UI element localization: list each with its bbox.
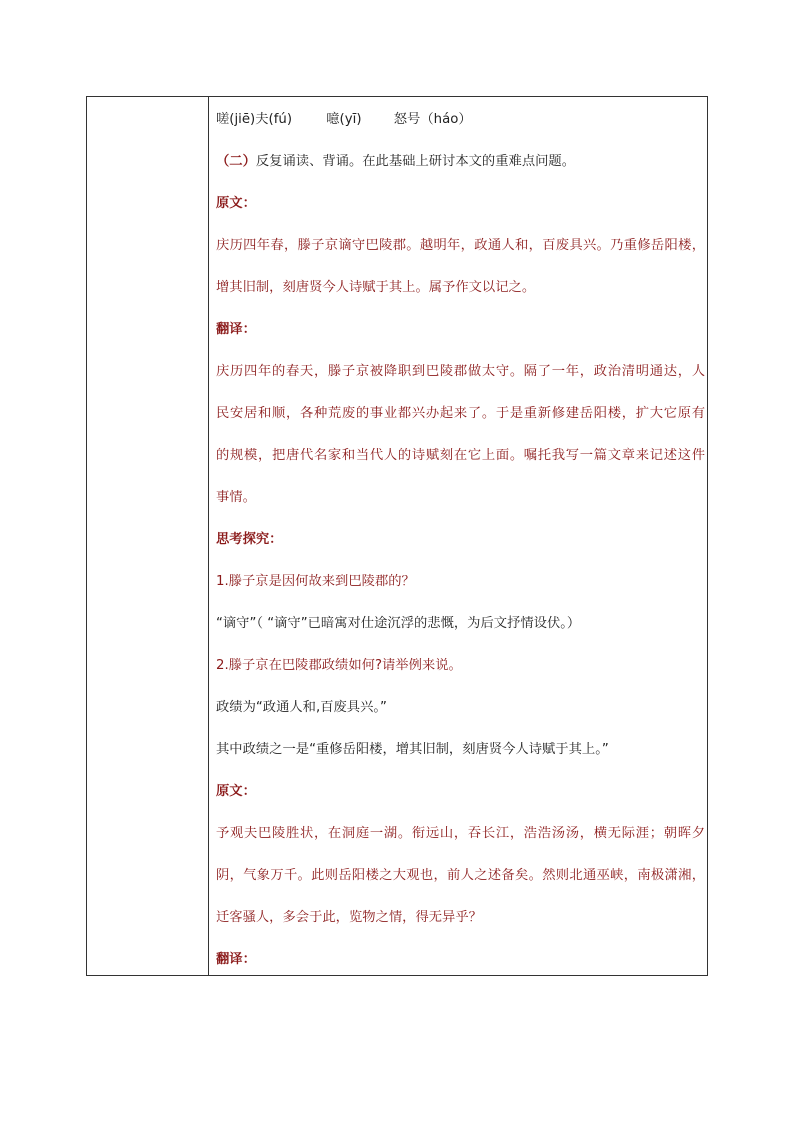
translation-text-line: 的规模，把唐代名家和当代人的诗赋刻在它上面。嘱托我写一篇文章来记述这件	[216, 448, 705, 463]
answer-2b: 其中政绩之一是“重修岳阳楼，增其旧制，刻唐贤今人诗赋于其上。”	[216, 742, 609, 757]
translation-text-line: 民安居和顺，各种荒废的事业都兴办起来了。于是重新修建岳阳楼，扩大它原有	[216, 406, 705, 421]
original-text-line: 庆历四年春，滕子京谪守巴陵郡。越明年，政通人和，百废具兴。乃重修岳阳楼，	[216, 238, 705, 253]
label-thinking: 思考探究：	[216, 532, 283, 547]
label-translation: 翻译：	[216, 322, 256, 337]
original-text-line: 迁客骚人，多会于此，览物之情，得无异乎？	[216, 910, 482, 925]
original-text-line: 增其旧制，刻唐贤今人诗赋于其上。属予作文以记之。	[216, 280, 536, 295]
original-text-line: 予观夫巴陵胜状，在洞庭一湖。衔远山，吞长江，浩浩汤汤，横无际涯；朝晖夕	[216, 826, 705, 841]
pronunciation-item: 噫(yī)	[326, 112, 362, 127]
answer-2a: 政绩为“政通人和,百废具兴。”	[216, 700, 387, 715]
question-1: 1.滕子京是因何故来到巴陵郡的？	[216, 574, 415, 589]
column-divider	[208, 97, 209, 975]
content-table	[86, 96, 708, 976]
translation-text-line: 事情。	[216, 490, 256, 505]
original-text-line: 阴，气象万千。此则岳阳楼之大观也，前人之述备矣。然则北通巫峡，南极潇湘，	[216, 868, 705, 883]
pronunciation-item: 嗟(jiē)夫(fú)	[216, 112, 293, 127]
pronunciation-item: 怒号（háo）	[393, 112, 472, 127]
section2-line	[216, 153, 705, 171]
content-cell	[216, 97, 705, 975]
label-original: 原文：	[216, 784, 256, 799]
pronunciation-line	[216, 111, 705, 129]
label-translation: 翻译：	[216, 952, 256, 967]
section2-text: 反复诵读、背诵。在此基础上研讨本文的重难点问题。	[255, 154, 576, 169]
label-original: 原文：	[216, 196, 256, 211]
question-2: 2.滕子京在巴陵郡政绩如何?请举例来说。	[216, 658, 462, 673]
translation-text-line: 庆历四年的春天，滕子京被降职到巴陵郡做太守。隔了一年，政治清明通达，人	[216, 364, 705, 379]
answer-1: “谪守”（ “谪守”已暗寓对仕途沉浮的悲慨，为后文抒情设伏。）	[216, 616, 581, 631]
section2-heading: （二）	[216, 154, 256, 169]
